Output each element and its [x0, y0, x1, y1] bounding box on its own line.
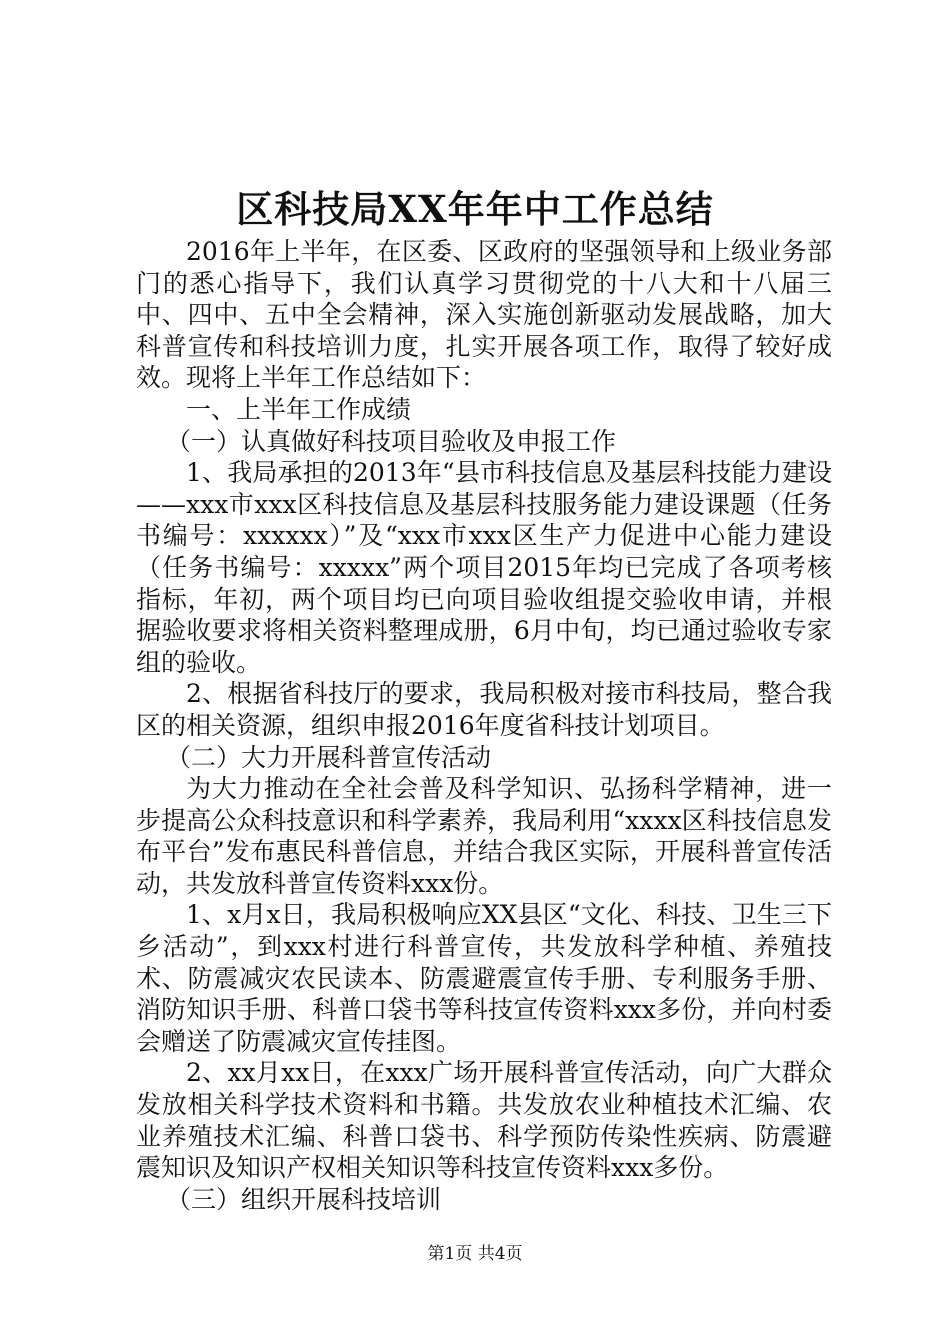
page-footer: 第1页 共4页	[427, 1244, 523, 1264]
paragraph-project-application: 2、根据省科技厅的要求，我局积极对接市科技局，整合我区的相关资源，组织申报2016年度省科技计划项目。	[136, 679, 832, 740]
paragraph-publicity-overview: 为大力推动在全社会普及科学知识、弘扬科学精神，进一步提高公众科技意识和科学素养，我局利用“xxxx区科技信息发布平台”发布惠民科普信息，并结合我区实际，开展科普宣传活动，共发放科普宣传资料xxx份。	[136, 774, 832, 898]
subsection-heading-projects: （一）认真做好科技项目验收及申报工作	[166, 426, 617, 456]
subsection-heading-training: （三）组织开展科技培训	[166, 1184, 442, 1214]
paragraph-publicity-rural: 1、x月x日，我局积极响应XX县区“文化、科技、卫生三下乡活动”，到xxx村进行科普宣传，共发放科学种植、养殖技术、防震减灾农民读本、防震避震宣传手册、专利服务手册、消防知识手册、科普口袋书等科技宣传资料xxx多份，并向村委会赠送了防震减灾宣传挂图。	[136, 900, 832, 1056]
document-body	[136, 236, 832, 1215]
intro-paragraph: 2016年上半年，在区委、区政府的坚强领导和上级业务部门的悉心指导下，我们认真学习贯彻党的十八大和十八届三中、四中、五中全会精神，深入实施创新驱动发展战略，加大科普宣传和科技培训力度，扎实开展各项工作，取得了较好成效。现将上半年工作总结如下：	[136, 237, 832, 393]
subsection-heading-publicity: （二）大力开展科普宣传活动	[166, 742, 492, 772]
document-title: 区科技局XX年年中工作总结	[236, 187, 714, 231]
paragraph-project-acceptance: 1、我局承担的2013年“县市科技信息及基层科技能力建设——xxx市xxx区科技信息及基层科技服务能力建设课题（任务书编号：xxxxxx）”及“xxx市xxx区生产力促进中心能力建设（任务书编号：xxxxx”两个项目2015年均已完成了各项考核指标，年初，两个项目均已向项目验收组提交验收申请，并根据验收要求将相关资料整理成册，6月中旬，均已通过验收专家组的验收。	[136, 458, 832, 677]
paragraph-publicity-square: 2、xx月xx日，在xxx广场开展科普宣传活动，向广大群众发放相关科学技术资料和书籍。共发放农业种植技术汇编、农业养殖技术汇编、科普口袋书、科学预防传染性疾病、防震避震知识及知识产权相关知识等科技宣传资料xxx多份。	[136, 1058, 832, 1183]
section-heading-achievements: 一、上半年工作成绩	[186, 394, 412, 424]
